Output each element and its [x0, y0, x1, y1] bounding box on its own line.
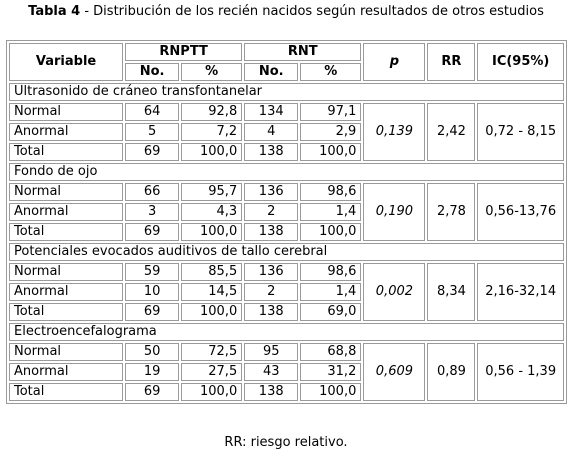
- rnt-pct-cell: 2,9: [300, 123, 361, 141]
- rr-cell: 0,89: [427, 343, 475, 401]
- rnt-no-cell: 4: [244, 123, 298, 141]
- rnptt-pct-cell: 95,7: [181, 183, 242, 201]
- rnptt-no-cell: 19: [125, 363, 179, 381]
- header-rnptt-pct: %: [181, 63, 242, 81]
- rnt-no-cell: 136: [244, 263, 298, 281]
- rnt-no-cell: 95: [244, 343, 298, 361]
- rnt-no-cell: 138: [244, 223, 298, 241]
- row-label: Normal: [9, 183, 123, 201]
- table-row: [9, 103, 564, 121]
- header-rnptt-no: No.: [125, 63, 179, 81]
- p-value-cell: 0,190: [363, 183, 425, 241]
- row-label: Anormal: [9, 283, 123, 301]
- rnt-pct-cell: 98,6: [300, 183, 361, 201]
- rnptt-no-cell: 64: [125, 103, 179, 121]
- header-rnt-no: No.: [244, 63, 298, 81]
- ic-cell: 0,56-13,76: [477, 183, 564, 241]
- section-title-row: [9, 243, 564, 261]
- header-variable: Variable: [9, 43, 123, 81]
- rnptt-pct-cell: 14,5: [181, 283, 242, 301]
- p-value-cell: 0,002: [363, 263, 425, 321]
- header-p: p: [363, 43, 425, 81]
- rnptt-pct-cell: 100,0: [181, 383, 242, 401]
- rnptt-no-cell: 66: [125, 183, 179, 201]
- rnptt-pct-cell: 100,0: [181, 143, 242, 161]
- rnt-pct-cell: 100,0: [300, 383, 361, 401]
- rnt-pct-cell: 68,8: [300, 343, 361, 361]
- header-rnt: RNT: [244, 43, 361, 61]
- rnt-pct-cell: 1,4: [300, 283, 361, 301]
- row-label: Anormal: [9, 363, 123, 381]
- rnptt-pct-cell: 100,0: [181, 223, 242, 241]
- rnptt-no-cell: 3: [125, 203, 179, 221]
- table-caption: [0, 4, 572, 19]
- section-title-row: [9, 163, 564, 181]
- rnptt-no-cell: 50: [125, 343, 179, 361]
- rnptt-no-cell: 5: [125, 123, 179, 141]
- table-row: [9, 343, 564, 361]
- rnptt-pct-cell: 85,5: [181, 263, 242, 281]
- row-label: Total: [9, 303, 123, 321]
- p-value-cell: 0,609: [363, 343, 425, 401]
- footnote: RR: riesgo relativo.: [224, 435, 348, 450]
- section-title: Potenciales evocados auditivos de tallo cerebral: [9, 243, 564, 261]
- ic-cell: 2,16-32,14: [477, 263, 564, 321]
- rnt-pct-cell: 100,0: [300, 143, 361, 161]
- rnptt-pct-cell: 4,3: [181, 203, 242, 221]
- p-value-cell: 0,139: [363, 103, 425, 161]
- rnptt-no-cell: 69: [125, 383, 179, 401]
- section-title-row: [9, 323, 564, 341]
- rnt-pct-cell: 31,2: [300, 363, 361, 381]
- row-label: Anormal: [9, 203, 123, 221]
- rnt-no-cell: 138: [244, 383, 298, 401]
- rnptt-no-cell: 69: [125, 143, 179, 161]
- section-title: Ultrasonido de cráneo transfontanelar: [9, 83, 564, 101]
- results-table: [6, 40, 567, 404]
- rnt-no-cell: 138: [244, 303, 298, 321]
- rnptt-no-cell: 10: [125, 283, 179, 301]
- header-row-1: [9, 43, 564, 61]
- row-label: Total: [9, 223, 123, 241]
- row-label: Normal: [9, 103, 123, 121]
- rnt-no-cell: 2: [244, 283, 298, 301]
- rnptt-no-cell: 69: [125, 223, 179, 241]
- rnt-pct-cell: 98,6: [300, 263, 361, 281]
- header-rnt-pct: %: [300, 63, 361, 81]
- rnt-no-cell: 2: [244, 203, 298, 221]
- rnt-pct-cell: 97,1: [300, 103, 361, 121]
- rnt-no-cell: 136: [244, 183, 298, 201]
- table-row: [9, 183, 564, 201]
- rnptt-pct-cell: 100,0: [181, 303, 242, 321]
- row-label: Total: [9, 143, 123, 161]
- rnptt-pct-cell: 27,5: [181, 363, 242, 381]
- rr-cell: 2,42: [427, 103, 475, 161]
- rnptt-pct-cell: 92,8: [181, 103, 242, 121]
- section-title: Fondo de ojo: [9, 163, 564, 181]
- rnt-no-cell: 43: [244, 363, 298, 381]
- rnptt-no-cell: 69: [125, 303, 179, 321]
- header-ic: IC(95%): [477, 43, 564, 81]
- section-title: Electroencefalograma: [9, 323, 564, 341]
- rr-cell: 2,78: [427, 183, 475, 241]
- rnt-pct-cell: 100,0: [300, 223, 361, 241]
- caption-label: Tabla 4: [28, 4, 81, 19]
- section-title-row: [9, 83, 564, 101]
- row-label: Total: [9, 383, 123, 401]
- rnptt-pct-cell: 7,2: [181, 123, 242, 141]
- rnt-no-cell: 134: [244, 103, 298, 121]
- caption-text: Distribución de los recién nacidos según resultados de otros estudios: [93, 4, 544, 19]
- rnt-no-cell: 138: [244, 143, 298, 161]
- row-label: Anormal: [9, 123, 123, 141]
- header-rr: RR: [427, 43, 475, 81]
- row-label: Normal: [9, 263, 123, 281]
- caption-separator: -: [80, 4, 94, 19]
- rnt-pct-cell: 1,4: [300, 203, 361, 221]
- rnptt-no-cell: 59: [125, 263, 179, 281]
- header-rnptt: RNPTT: [125, 43, 242, 61]
- rnptt-pct-cell: 72,5: [181, 343, 242, 361]
- ic-cell: 0,56 - 1,39: [477, 343, 564, 401]
- ic-cell: 0,72 - 8,15: [477, 103, 564, 161]
- row-label: Normal: [9, 343, 123, 361]
- table-row: [9, 263, 564, 281]
- rr-cell: 8,34: [427, 263, 475, 321]
- rnt-pct-cell: 69,0: [300, 303, 361, 321]
